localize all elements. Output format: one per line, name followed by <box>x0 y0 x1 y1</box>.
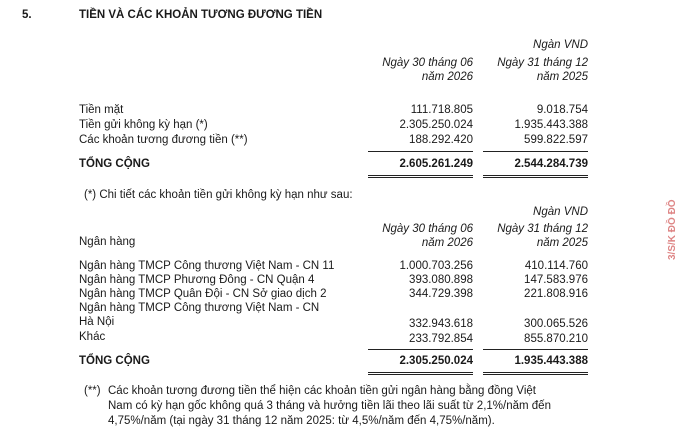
table2-subtotal-rule-2026 <box>368 349 473 350</box>
table2-row-label: Ngân hàng TMCP Phương Đông - CN Quận 4 <box>79 274 315 286</box>
table1-subtotal-rule-2026 <box>368 151 473 152</box>
table2-row-value-2025: 300.065.526 <box>524 318 588 330</box>
table1-total-label: TỔNG CỘNG <box>79 158 150 170</box>
table1-row-value-2025: 1.935.443.388 <box>514 119 588 131</box>
table1-row-label: Các khoản tương đương tiền (**) <box>79 134 248 146</box>
table1-row-label: Tiền mặt <box>79 104 124 116</box>
table2-row-value-2026: 1.000.703.256 <box>399 260 473 272</box>
table2-row-value-2026: 233.792.854 <box>409 333 473 345</box>
section-title: TIỀN VÀ CÁC KHOẢN TƯƠNG ĐƯƠNG TIỀN <box>79 9 323 21</box>
table1-subtotal-rule-2025 <box>483 151 588 152</box>
table2-row-value-2025: 855.870.210 <box>524 333 588 345</box>
table2-row-label: Ngân hàng TMCP Công thương Việt Nam - CN <box>79 302 320 314</box>
table1-row-value-2025: 599.822.597 <box>524 134 588 146</box>
table2-row-value-2026: 393.080.898 <box>409 274 473 286</box>
table1-total-rule-2026-a <box>368 175 473 176</box>
table2-total-rule-2025-a <box>483 372 588 373</box>
note-cash-equivalents-line: Các khoản tương đương tiền thể hiện các khoản tiền gửi ngân hàng bằng đồng Việt <box>108 385 536 397</box>
table2-col2-header-line1: Ngày 31 tháng 12 <box>497 223 588 235</box>
table1-row-value-2026: 2.305.250.024 <box>399 119 473 131</box>
note-cash-equivalents-line: 4,75%/năm (tại ngày 31 tháng 12 năm 2025: từ 4,5%/năm đến 4,75%/năm). <box>108 415 495 427</box>
table2-row-value-2026: 332.943.618 <box>409 318 473 330</box>
table2-row-label: Ngân hàng TMCP Quân Đội - CN Sở giao dịch 2 <box>79 288 327 300</box>
table1-row-value-2026: 111.718.805 <box>410 104 473 116</box>
table2-total-rule-2026-b <box>368 374 473 375</box>
table2-total-rule-2026-a <box>368 372 473 373</box>
table1-col2-header-line1: Ngày 31 tháng 12 <box>497 57 588 69</box>
table1-total-value-2026: 2.605.261.249 <box>399 158 473 170</box>
table2-total-value-2025: 1.935.443.388 <box>514 355 588 367</box>
table1-row-label: Tiền gửi không kỳ hạn (*) <box>79 119 208 131</box>
section-number: 5. <box>22 9 32 21</box>
table1-col1-header-line1: Ngày 30 tháng 06 <box>382 57 473 69</box>
table2-bank-header: Ngân hàng <box>79 236 136 248</box>
red-seal-stamp: 3/S/K ĐỒ ĐỒ <box>667 199 678 260</box>
table2-unit: Ngàn VND <box>533 206 588 218</box>
table2-row-value-2026: 344.729.398 <box>409 288 473 300</box>
table2-row-label: Khác <box>79 331 106 343</box>
table2-col2-header-line2: năm 2025 <box>536 237 588 249</box>
table2-row-value-2025: 221.808.916 <box>524 288 588 300</box>
table1-total-value-2025: 2.544.284.739 <box>514 158 588 170</box>
table2-row-value-2025: 147.583.976 <box>524 274 588 286</box>
table2-subtotal-rule-2025 <box>483 349 588 350</box>
table1-row-value-2026: 188.292.420 <box>409 134 473 146</box>
table2-row-label: Ngân hàng TMCP Công thương Việt Nam - CN 11 <box>79 260 335 272</box>
table1-col2-header-line2: năm 2025 <box>536 71 588 83</box>
table2-col1-header-line2: năm 2026 <box>421 237 473 249</box>
table1-unit: Ngàn VND <box>533 39 588 51</box>
table2-total-rule-2025-b <box>483 374 588 375</box>
table2-total-label: TỔNG CỘNG <box>79 355 150 367</box>
table2-row-label: Hà Nội <box>79 316 115 328</box>
note-demand-deposits-intro: (*) Chi tiết các khoản tiền gửi không kỳ hạn như sau: <box>84 189 353 201</box>
table2-row-value-2025: 410.114.760 <box>524 260 588 272</box>
note-cash-equivalents-line: Nam có kỳ hạn gốc không quá 3 tháng và hưởng tiền lãi theo lãi suất từ 2,1%/năm đến <box>108 400 551 412</box>
table1-row-value-2025: 9.018.754 <box>536 104 588 116</box>
table1-col1-header-line2: năm 2026 <box>421 71 473 83</box>
table2-col1-header-line1: Ngày 30 tháng 06 <box>382 223 473 235</box>
table1-total-rule-2025-b <box>483 177 588 178</box>
table2-total-value-2026: 2.305.250.024 <box>399 355 473 367</box>
table1-total-rule-2025-a <box>483 175 588 176</box>
table1-total-rule-2026-b <box>368 177 473 178</box>
note-cash-equivalents-marker: (**) <box>84 385 101 397</box>
